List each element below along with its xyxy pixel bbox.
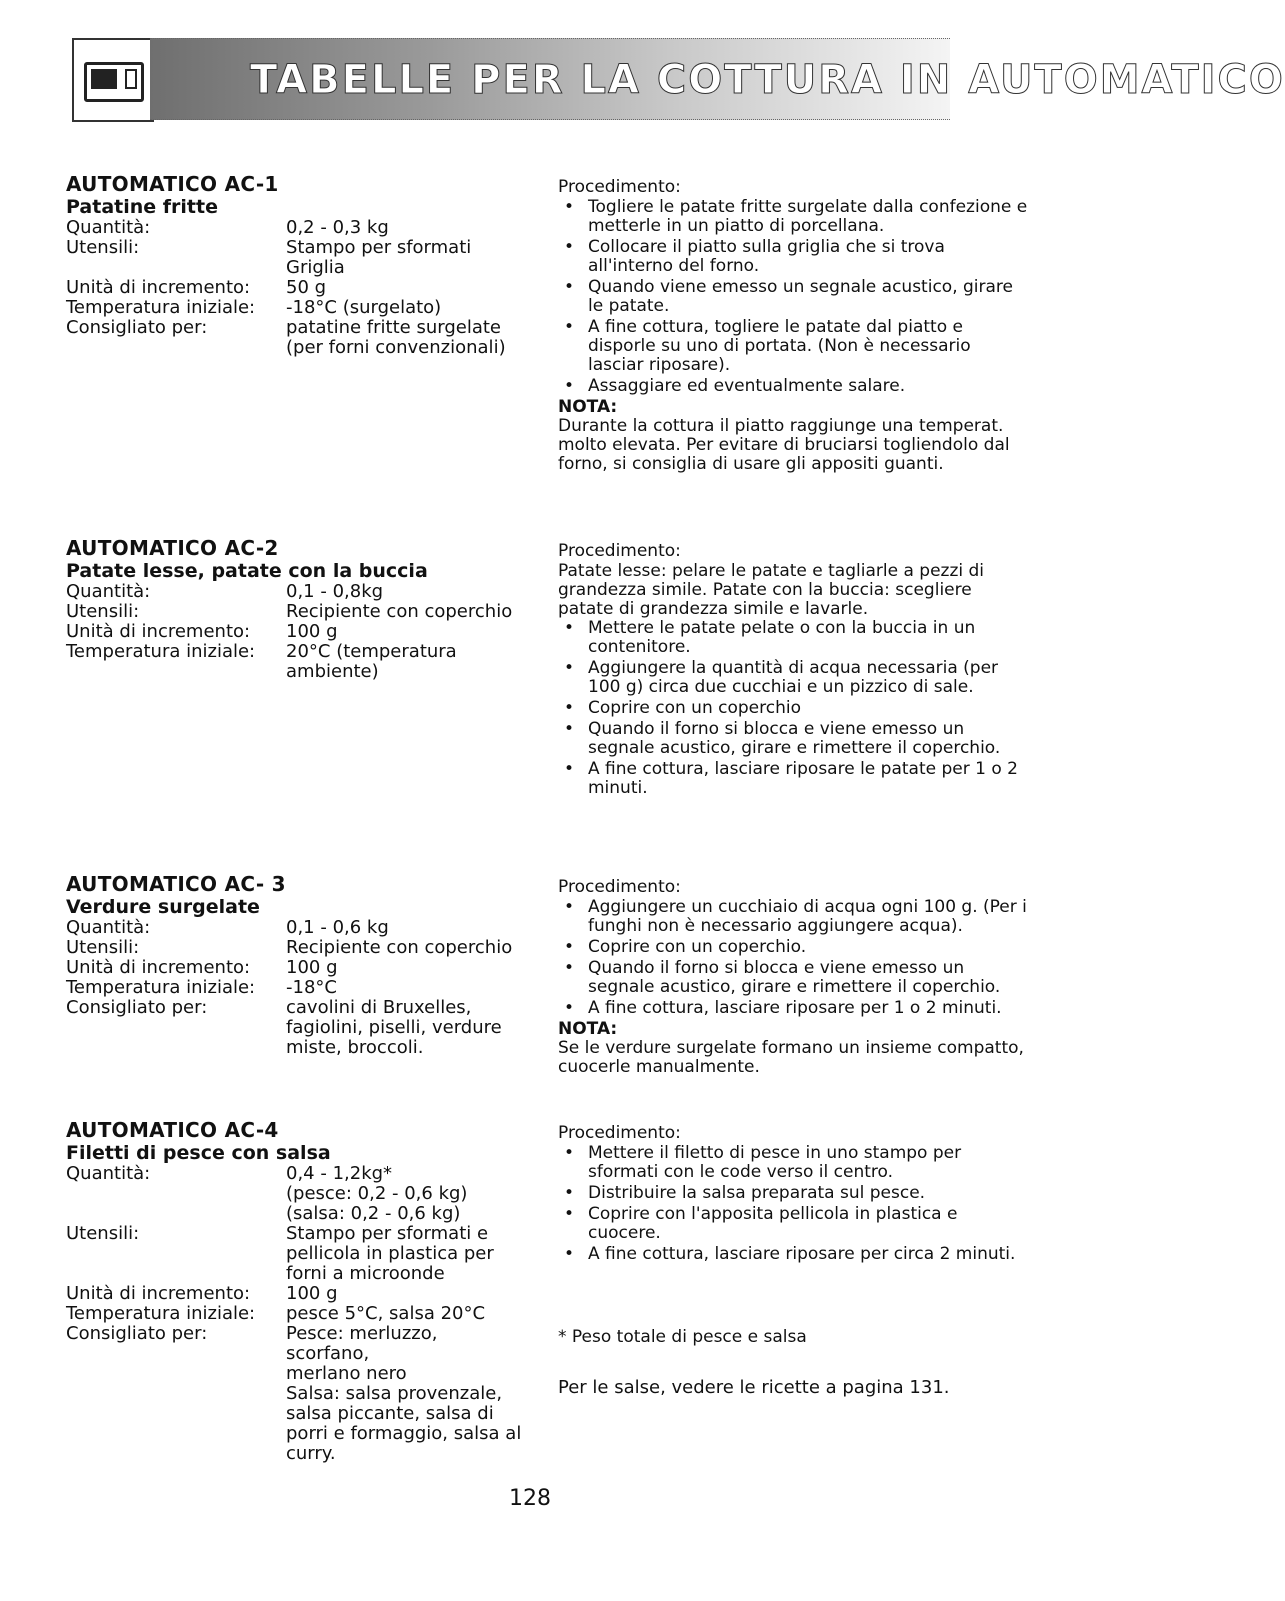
spec-line: Stampo per sformati [286, 237, 472, 258]
spec-line: -18°C [286, 977, 337, 998]
spec-label: Quantità: [66, 917, 151, 938]
spec-line: Recipiente con coperchio [286, 937, 513, 958]
spec-row [66, 958, 526, 978]
spec-row [66, 602, 526, 622]
spec-value [286, 1304, 526, 1324]
spec-line: salsa piccante, salsa di [286, 1403, 494, 1424]
ac2-section [66, 536, 526, 682]
spec-value [286, 278, 526, 298]
spec-line: porri e formaggio, salsa al [286, 1423, 522, 1444]
ac1-procedure [558, 178, 1028, 474]
procedure-list [558, 898, 1028, 1018]
spec-value [286, 582, 526, 602]
spec-line: Griglia [286, 257, 345, 278]
spec-label: Utensili: [66, 937, 140, 958]
spec-value [286, 602, 526, 622]
procedure-step: • A fine cottura, togliere le patate dal piatto e disporle su uno di portata. (Non è necessario lasciar riposare). [558, 318, 1028, 375]
spec-row [66, 582, 526, 602]
spec-line: -18°C (surgelato) [286, 297, 442, 318]
spec-label: Consigliato per: [66, 997, 208, 1018]
spec-line: patatine fritte surgelate [286, 317, 501, 338]
spec-line: forni a microonde [286, 1263, 445, 1284]
procedure-title: Procedimento: [558, 541, 681, 561]
spec-value [286, 938, 526, 958]
spec-label: Utensili: [66, 601, 140, 622]
ac4-procedure [558, 1124, 1028, 1266]
note-title: NOTA: [558, 397, 618, 417]
spec-row [66, 298, 526, 318]
spec-value [286, 642, 526, 682]
spec-row [66, 218, 526, 238]
spec-line: 50 g [286, 277, 327, 298]
spec-line: 0,4 - 1,2kg* [286, 1163, 393, 1184]
spec-line: miste, broccoli. [286, 1037, 424, 1058]
procedure-step: • Coprire con l'apposita pellicola in plastica e cuocere. [558, 1205, 1028, 1243]
spec-label: Temperatura iniziale: [66, 977, 256, 998]
procedure-step: • Quando il forno si blocca e viene emesso un segnale acustico, girare e rimettere il coperchio. [558, 720, 1028, 758]
spec-label: Consigliato per: [66, 1323, 208, 1344]
spec-value [286, 1284, 526, 1304]
spec-line: 0,2 - 0,3 kg [286, 217, 389, 238]
microwave-oven-icon [84, 62, 144, 102]
spec-row [66, 622, 526, 642]
ac3-subtitle: Verdure surgelate [66, 896, 260, 918]
spec-row [66, 278, 526, 298]
spec-value [286, 1164, 526, 1224]
note-text: Durante la cottura il piatto raggiunge una temperat. molto elevata. Per evitare di bruciarsi togliendolo dal forno, si consiglia di usare gli appositi guanti. [558, 416, 1010, 474]
spec-label: Quantità: [66, 1163, 151, 1184]
ac1-section [66, 172, 526, 358]
spec-value [286, 978, 526, 998]
ac1-subtitle: Patatine fritte [66, 196, 218, 218]
spec-row [66, 998, 526, 1058]
spec-label: Quantità: [66, 581, 151, 602]
spec-line: pesce 5°C, salsa 20°C [286, 1303, 486, 1324]
procedure-step: • Togliere le patate fritte surgelate dalla confezione e metterle in un piatto di porcellana. [558, 198, 1028, 236]
ac4-title: AUTOMATICO AC-4 [66, 1118, 279, 1142]
spec-label: Temperatura iniziale: [66, 641, 256, 662]
spec-line: Recipiente con coperchio [286, 601, 513, 622]
procedure-step: • Assaggiare ed eventualmente salare. [558, 377, 1028, 396]
sauces-reference: Per le salse, vedere le ricette a pagina 131. [558, 1377, 950, 1398]
spec-value [286, 238, 526, 278]
spec-row [66, 1164, 526, 1224]
procedure-step: • Distribuire la salsa preparata sul pesce. [558, 1184, 1028, 1203]
procedure-list [558, 198, 1028, 396]
spec-line: merlano nero [286, 1363, 407, 1384]
procedure-intro: Patate lesse: pelare le patate e tagliarle a pezzi di grandezza simile. Patate con la buccia: scegliere patate di grandezza simile e lavarle. [558, 561, 985, 619]
spec-value [286, 998, 526, 1058]
spec-value [286, 1224, 526, 1284]
spec-row [66, 238, 526, 278]
spec-value [286, 1324, 526, 1464]
spec-line: (per forni convenzionali) [286, 337, 506, 358]
spec-label: Temperatura iniziale: [66, 297, 256, 318]
oven-door-shape [91, 69, 117, 89]
ac3-procedure [558, 878, 1028, 1077]
procedure-step: • Coprire con un coperchio [558, 699, 1028, 718]
ac4-section [66, 1118, 526, 1464]
ac2-subtitle: Patate lesse, patate con la buccia [66, 560, 428, 582]
footnote: * Peso totale di pesce e salsa [558, 1327, 807, 1347]
spec-label: Temperatura iniziale: [66, 1303, 256, 1324]
spec-line: 100 g [286, 1283, 338, 1304]
spec-value [286, 622, 526, 642]
spec-line: 20°C (temperatura [286, 641, 457, 662]
procedure-step: • A fine cottura, lasciare riposare le patate per 1 o 2 minuti. [558, 760, 1028, 798]
ac2-title: AUTOMATICO AC-2 [66, 536, 279, 560]
spec-line: (pesce: 0,2 - 0,6 kg) [286, 1183, 468, 1204]
spec-row [66, 938, 526, 958]
spec-value [286, 958, 526, 978]
spec-line: 100 g [286, 957, 338, 978]
procedure-step: • Mettere le patate pelate o con la buccia in un contenitore. [558, 619, 1028, 657]
ac3-title: AUTOMATICO AC- 3 [66, 872, 286, 896]
procedure-step: • Aggiungere la quantità di acqua necessaria (per 100 g) circa due cucchiai e un pizzico di sale. [558, 659, 1028, 697]
spec-label: Unità di incremento: [66, 621, 251, 642]
spec-line: Salsa: salsa provenzale, [286, 1383, 503, 1404]
spec-line: fagiolini, piselli, verdure [286, 1017, 502, 1038]
spec-row [66, 318, 526, 358]
spec-label: Unità di incremento: [66, 957, 251, 978]
ac2-procedure [558, 542, 1028, 800]
spec-row [66, 978, 526, 998]
page-title: TABELLE PER LA COTTURA IN AUTOMATICO [250, 57, 1285, 103]
spec-value [286, 318, 526, 358]
spec-line: (salsa: 0,2 - 0,6 kg) [286, 1203, 461, 1224]
procedure-step: • Quando viene emesso un segnale acustico, girare le patate. [558, 278, 1028, 316]
spec-label: Unità di incremento: [66, 277, 251, 298]
ac3-section [66, 872, 526, 1058]
procedure-step: • Quando il forno si blocca e viene emesso un segnale acustico, girare e rimettere il coperchio. [558, 959, 1028, 997]
procedure-title: Procedimento: [558, 177, 681, 197]
spec-value [286, 298, 526, 318]
note-title: NOTA: [558, 1019, 618, 1039]
header-icon-box [72, 38, 154, 122]
procedure-step: • Coprire con un coperchio. [558, 938, 1028, 957]
spec-line: curry. [286, 1443, 336, 1464]
procedure-step: • A fine cottura, lasciare riposare per circa 2 minuti. [558, 1245, 1028, 1264]
procedure-title: Procedimento: [558, 877, 681, 897]
ac1-title: AUTOMATICO AC-1 [66, 172, 279, 196]
spec-row [66, 1224, 526, 1284]
spec-line: Pesce: merluzzo, scorfano, [286, 1323, 438, 1364]
spec-line: cavolini di Bruxelles, [286, 997, 472, 1018]
procedure-step: • A fine cottura, lasciare riposare per 1 o 2 minuti. [558, 999, 1028, 1018]
ac4-subtitle: Filetti di pesce con salsa [66, 1142, 331, 1164]
spec-row [66, 642, 526, 682]
spec-line: pellicola in plastica per [286, 1243, 494, 1264]
page-header [72, 38, 1285, 120]
spec-value [286, 918, 526, 938]
spec-line: 0,1 - 0,6 kg [286, 917, 389, 938]
spec-label: Unità di incremento: [66, 1283, 251, 1304]
procedure-list [558, 619, 1028, 798]
procedure-step: • Collocare il piatto sulla griglia che si trova all'interno del forno. [558, 238, 1028, 276]
procedure-title: Procedimento: [558, 1123, 681, 1143]
spec-line: 100 g [286, 621, 338, 642]
spec-row [66, 1304, 526, 1324]
procedure-step: • Aggiungere un cucchiaio di acqua ogni 100 g. (Per i funghi non è necessario aggiungere acqua). [558, 898, 1028, 936]
spec-value [286, 218, 526, 238]
note-text: Se le verdure surgelate formano un insieme compatto, cuocerle manualmente. [558, 1038, 1024, 1077]
spec-label: Consigliato per: [66, 317, 208, 338]
spec-label: Utensili: [66, 237, 140, 258]
spec-row [66, 918, 526, 938]
page-number: 128 [509, 1486, 551, 1511]
spec-label: Utensili: [66, 1223, 140, 1244]
spec-label: Quantità: [66, 217, 151, 238]
spec-line: 0,1 - 0,8kg [286, 581, 384, 602]
procedure-step: • Mettere il filetto di pesce in uno stampo per sformati con le code verso il centro. [558, 1144, 1028, 1182]
header-band [150, 38, 1285, 120]
spec-line: Stampo per sformati e [286, 1223, 489, 1244]
procedure-list [558, 1144, 1028, 1264]
spec-row [66, 1324, 526, 1464]
spec-row [66, 1284, 526, 1304]
oven-panel-shape [125, 69, 137, 89]
spec-line: ambiente) [286, 661, 379, 682]
